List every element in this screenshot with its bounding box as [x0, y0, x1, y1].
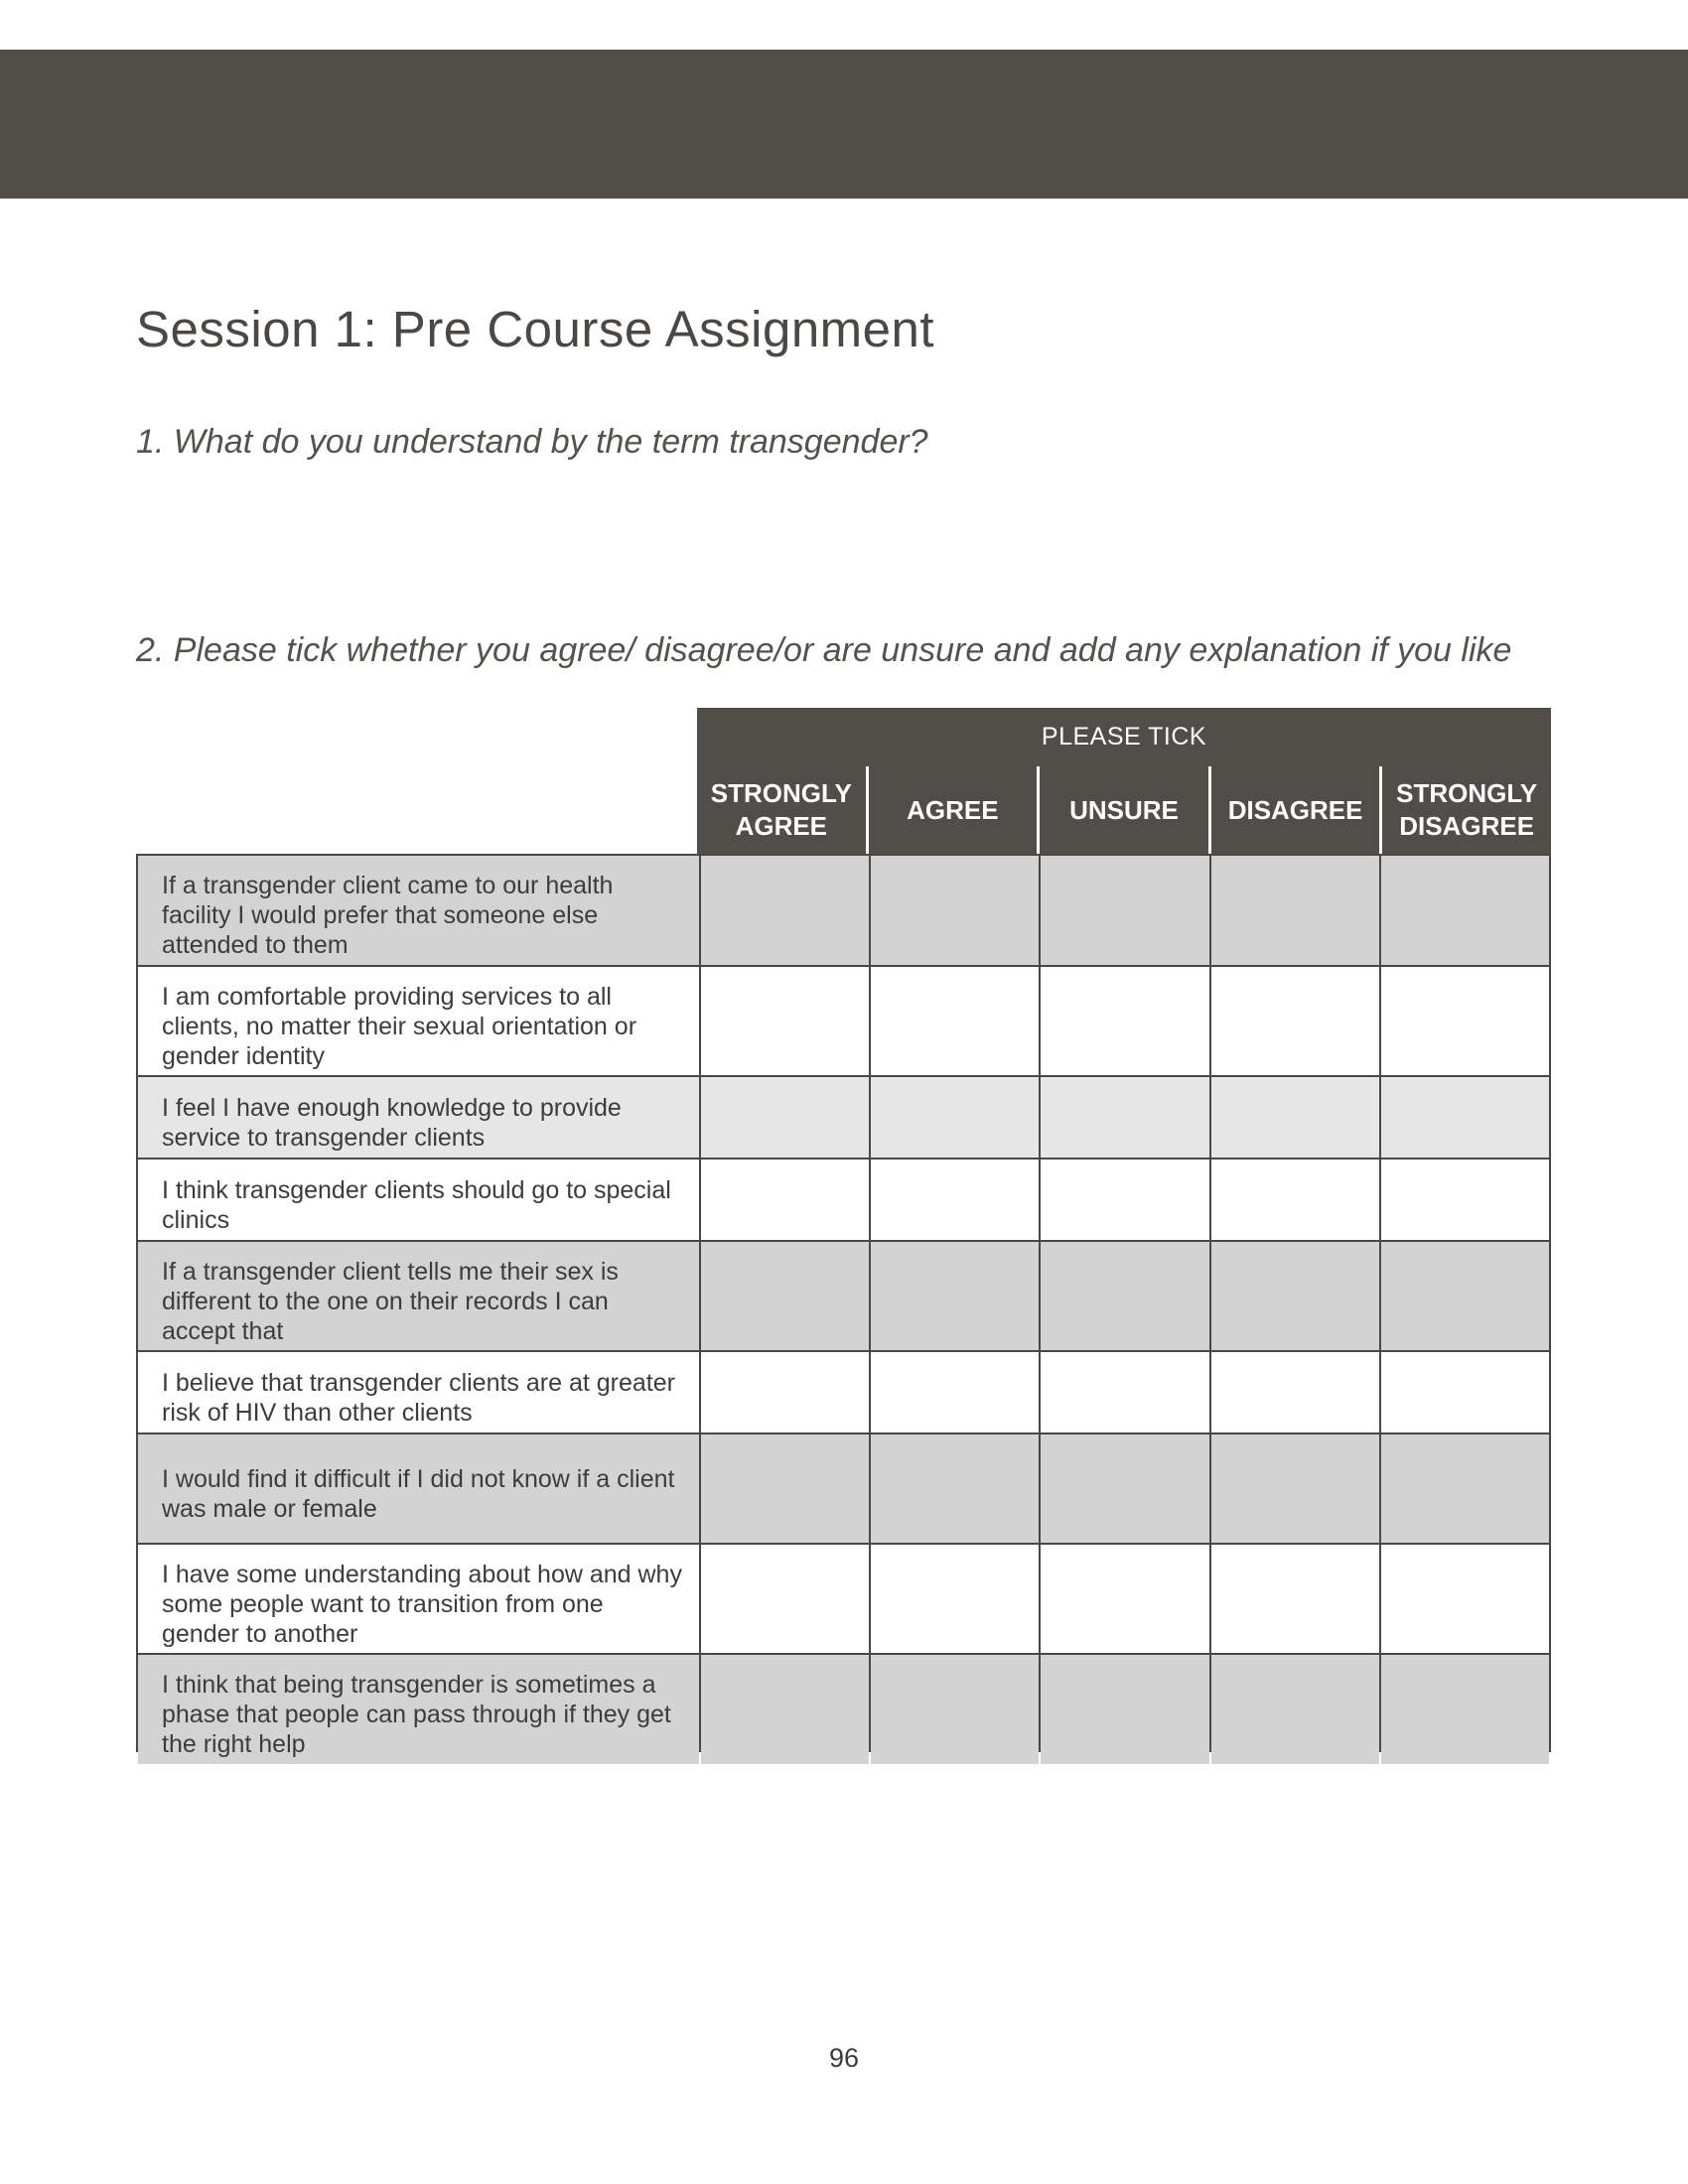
column-header-strongly-agree: STRONGLY AGREE	[697, 766, 866, 854]
page-number: 96	[828, 2043, 860, 2073]
tick-cell-disagree[interactable]	[1211, 1352, 1379, 1433]
column-header-strongly-disagree: STRONGLY DISAGREE	[1382, 766, 1551, 854]
statement-cell: If a transgender client came to our health facility I would prefer that someone else attended to them	[138, 856, 699, 965]
tick-cell-agree[interactable]	[871, 1077, 1039, 1158]
tick-cell-strongly-agree[interactable]	[701, 1242, 869, 1350]
tick-cell-disagree[interactable]	[1211, 1655, 1379, 1764]
tick-cell-disagree[interactable]	[1211, 856, 1379, 965]
tick-cell-unsure[interactable]	[1041, 1655, 1208, 1764]
question-1: 1. What do you understand by the term transgender?	[136, 423, 928, 461]
tick-cell-unsure[interactable]	[1041, 1160, 1208, 1240]
tick-cell-strongly-agree[interactable]	[701, 1434, 869, 1543]
tick-cell-unsure[interactable]	[1041, 1434, 1208, 1543]
tick-cell-unsure[interactable]	[1041, 1077, 1208, 1158]
statement-cell: I feel I have enough knowledge to provide service to transgender clients	[138, 1077, 699, 1158]
tick-cell-unsure[interactable]	[1041, 1545, 1208, 1653]
tick-cell-agree[interactable]	[871, 1434, 1039, 1543]
statement-cell: I think transgender clients should go to special clinics	[138, 1160, 699, 1240]
tick-cell-agree[interactable]	[871, 967, 1039, 1075]
tick-cell-agree[interactable]	[871, 1352, 1039, 1433]
tick-cell-strongly-agree[interactable]	[701, 1077, 869, 1158]
statement-cell: I believe that transgender clients are at greater risk of HIV than other clients	[138, 1352, 699, 1433]
tick-cell-strongly-disagree[interactable]	[1381, 1160, 1549, 1240]
tick-cell-strongly-disagree[interactable]	[1381, 856, 1549, 965]
tick-cell-strongly-agree[interactable]	[701, 967, 869, 1075]
tick-cell-agree[interactable]	[871, 856, 1039, 965]
tick-cell-strongly-disagree[interactable]	[1381, 1655, 1549, 1764]
tick-cell-strongly-disagree[interactable]	[1381, 1077, 1549, 1158]
tick-cell-disagree[interactable]	[1211, 967, 1379, 1075]
tick-cell-unsure[interactable]	[1041, 967, 1208, 1075]
statement-cell: I think that being transgender is sometimes a phase that people can pass through if they get the right help	[138, 1655, 699, 1764]
column-header-disagree: DISAGREE	[1211, 766, 1380, 854]
tick-cell-disagree[interactable]	[1211, 1160, 1379, 1240]
tick-cell-disagree[interactable]	[1211, 1077, 1379, 1158]
tick-cell-agree[interactable]	[871, 1160, 1039, 1240]
tick-cell-unsure[interactable]	[1041, 1242, 1208, 1350]
column-header-unsure: UNSURE	[1040, 766, 1208, 854]
header-bar	[0, 50, 1688, 199]
tick-cell-agree[interactable]	[871, 1545, 1039, 1653]
statement-cell: I am comfortable providing services to all clients, no matter their sexual orientation or gender identity	[138, 967, 699, 1075]
tick-cell-disagree[interactable]	[1211, 1545, 1379, 1653]
tick-cell-agree[interactable]	[871, 1655, 1039, 1764]
statement-cell: If a transgender client tells me their sex is different to the one on their records I can accept that	[138, 1242, 699, 1350]
statement-cell: I have some understanding about how and why some people want to transition from one gender to another	[138, 1545, 699, 1653]
tick-cell-strongly-agree[interactable]	[701, 1545, 869, 1653]
tick-cell-strongly-disagree[interactable]	[1381, 1434, 1549, 1543]
tick-cell-disagree[interactable]	[1211, 1434, 1379, 1543]
please-tick-header: PLEASE TICK	[697, 708, 1551, 766]
tick-cell-strongly-disagree[interactable]	[1381, 1545, 1549, 1653]
tick-cell-strongly-disagree[interactable]	[1381, 1242, 1549, 1350]
survey-grid	[136, 854, 1551, 1758]
tick-cell-agree[interactable]	[871, 1242, 1039, 1350]
column-header-agree: AGREE	[869, 766, 1038, 854]
tick-cell-strongly-agree[interactable]	[701, 1655, 869, 1764]
statement-cell: I would find it difficult if I did not know if a client was male or female	[138, 1434, 699, 1543]
tick-cell-strongly-agree[interactable]	[701, 856, 869, 965]
tick-cell-strongly-agree[interactable]	[701, 1160, 869, 1240]
question-2: 2. Please tick whether you agree/ disagree/or are unsure and add any explanation if you like	[136, 631, 1512, 669]
page-title: Session 1: Pre Course Assignment	[136, 301, 935, 357]
tick-cell-unsure[interactable]	[1041, 1352, 1208, 1433]
tick-cell-unsure[interactable]	[1041, 856, 1208, 965]
column-headers	[697, 766, 1551, 854]
tick-cell-strongly-disagree[interactable]	[1381, 1352, 1549, 1433]
tick-cell-strongly-disagree[interactable]	[1381, 967, 1549, 1075]
survey-table	[136, 708, 1551, 1758]
tick-cell-strongly-agree[interactable]	[701, 1352, 869, 1433]
tick-cell-disagree[interactable]	[1211, 1242, 1379, 1350]
